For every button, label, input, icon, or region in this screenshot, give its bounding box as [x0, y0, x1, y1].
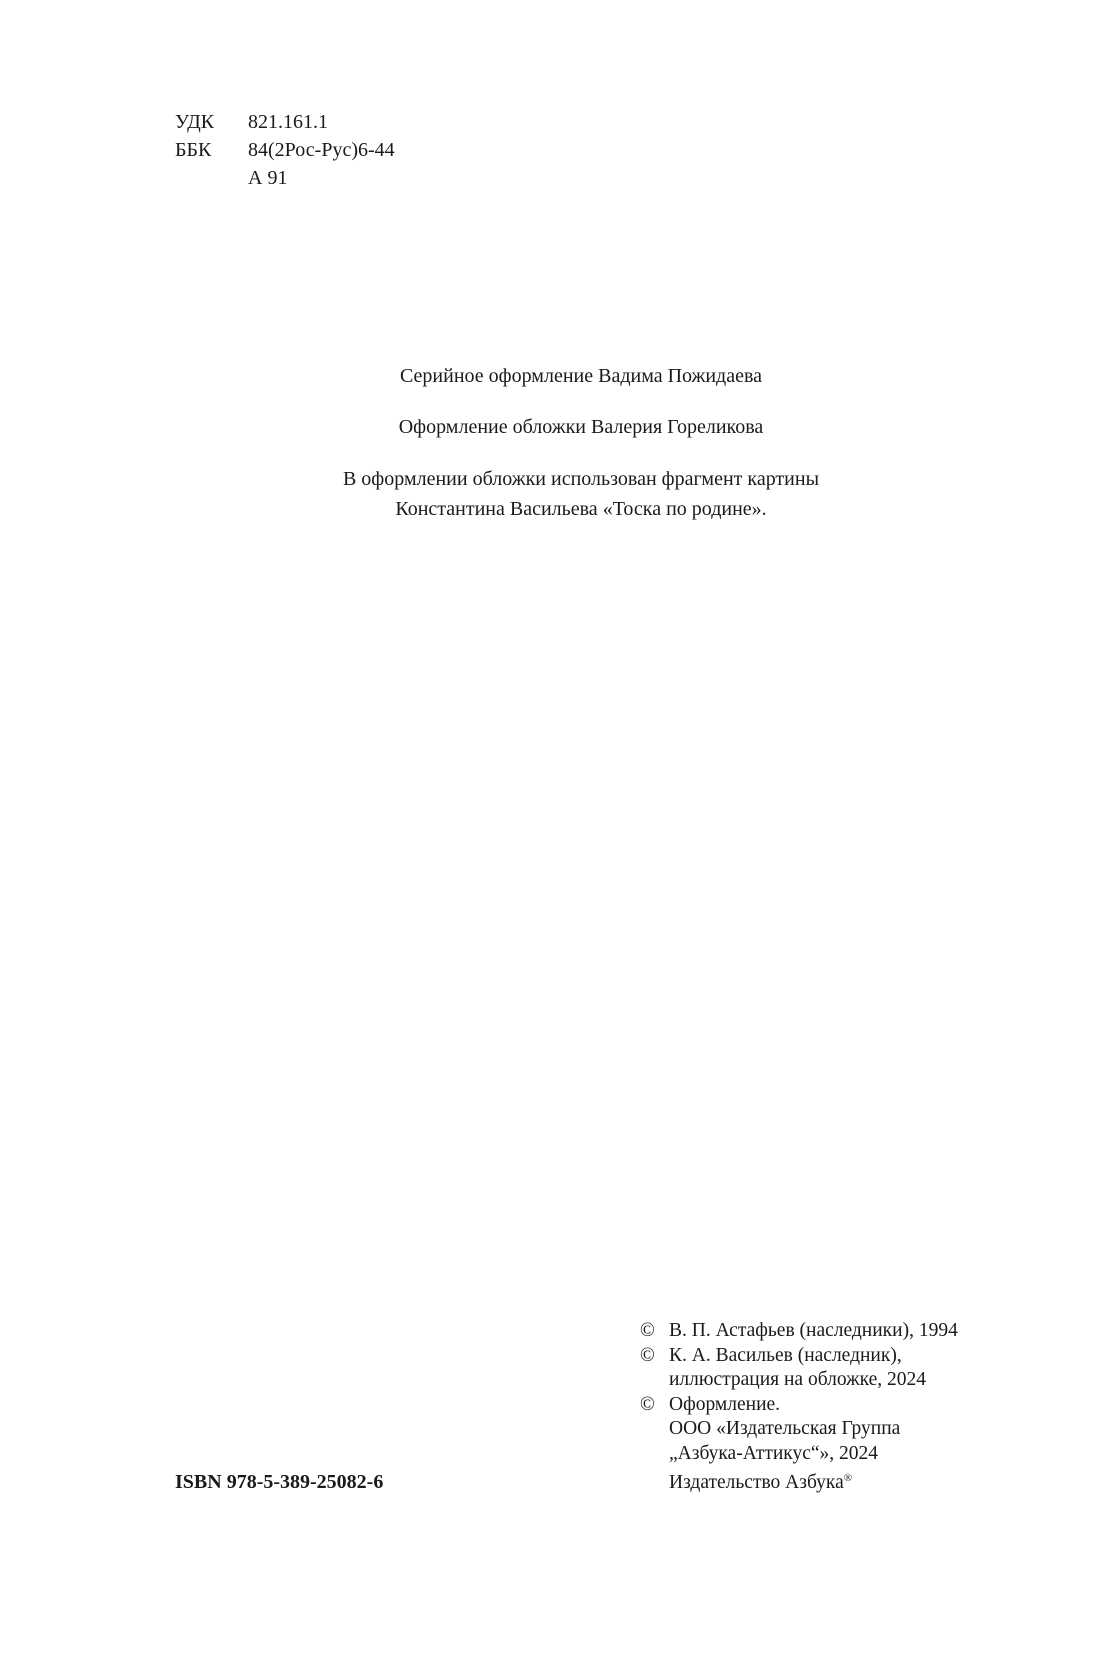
copyright-symbol: © [640, 1320, 655, 1341]
copyright-line: Издательство Азбука [669, 1472, 844, 1493]
copyright-symbol: © [640, 1344, 655, 1366]
bbk-value: 84(2Рос-Рус)6-44 [248, 139, 395, 161]
cover-note-line2: Константина Васильева «Тоска по родине». [395, 498, 767, 520]
copyright-block [640, 1319, 958, 1496]
cover-design-credit: Оформление обложки Валерия Гореликова [398, 416, 764, 438]
series-design-credit: Серийное оформление Вадима Пожидаева [399, 365, 763, 387]
cover-note-line1: В оформлении обложки использован фрагмент картины [342, 468, 820, 490]
udk-label: УДК [175, 111, 215, 133]
copyright-line: ООО «Издательская Группа [669, 1418, 901, 1439]
isbn: ISBN 978-5-389-25082-6 [175, 1471, 384, 1493]
copyright-line: К. А. Васильев (наследник), [669, 1344, 902, 1366]
copyright-line: В. П. Астафьев (наследники), 1994 [669, 1320, 958, 1341]
copyright-symbol: © [640, 1393, 655, 1415]
bbk-label: ББК [175, 139, 212, 161]
copyright-line: иллюстрация на обложке, 2024 [669, 1369, 927, 1390]
copyright-line: „Азбука-Аттикус“», 2024 [669, 1442, 879, 1464]
classification-block [175, 108, 395, 192]
copyright-line: Оформление. [669, 1393, 781, 1415]
udk-value: 821.161.1 [248, 111, 328, 133]
author-mark: А 91 [248, 167, 288, 189]
registered-mark: ® [843, 1472, 853, 1484]
